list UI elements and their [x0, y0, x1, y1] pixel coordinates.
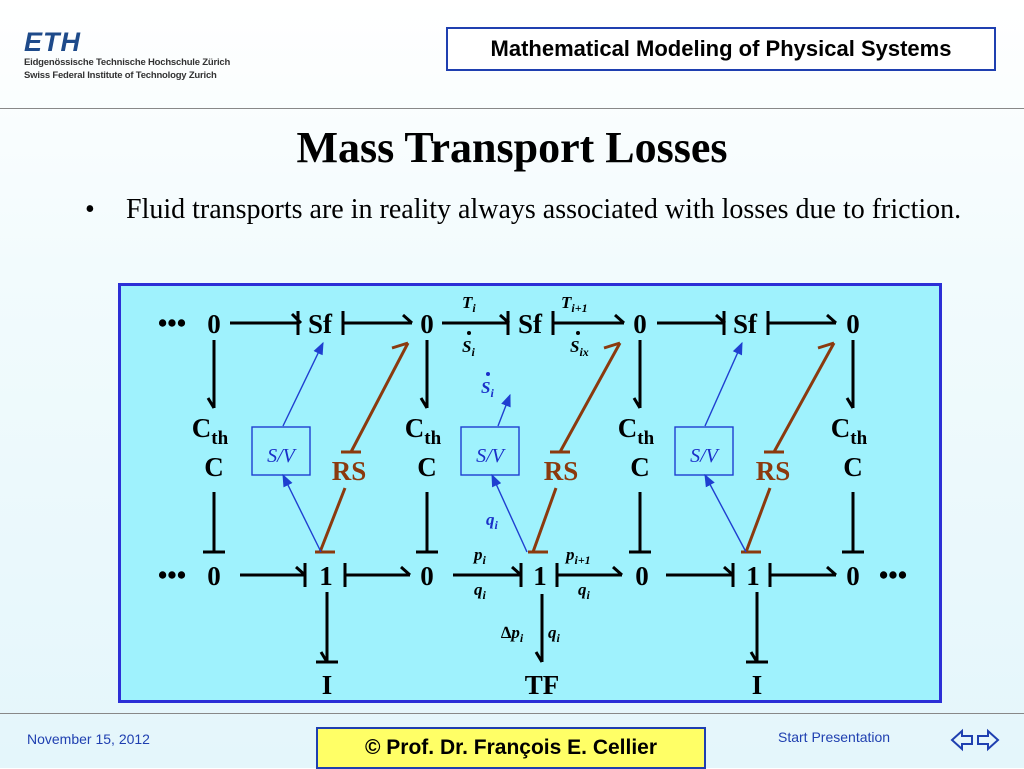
- bond-lines: [203, 311, 864, 662]
- zero-top-3: 0: [633, 309, 647, 339]
- bullet-text: Fluid transports are in reality always associated with losses due to friction.: [126, 194, 962, 225]
- c-3: C: [630, 452, 650, 482]
- c-1: C: [204, 452, 224, 482]
- cth-3: $C_{th}$: [617, 413, 655, 449]
- label-qi-2: $q_i$: [578, 580, 590, 602]
- label-qi-3: $q_i$: [548, 623, 560, 645]
- rs-2: RS: [543, 456, 579, 486]
- nav-arrows-icon[interactable]: [950, 727, 1000, 753]
- ellipsis-bottom-left: •••: [157, 560, 187, 590]
- sf-1: Sf: [307, 309, 333, 339]
- rs-3: RS: [755, 456, 791, 486]
- sv-label-3: S/V: [690, 445, 718, 467]
- sf-3: Sf: [732, 309, 758, 339]
- label-delta-pi: $\Delta p_i$: [501, 623, 524, 645]
- footer-divider: [0, 713, 1024, 714]
- zero-top-2: 0: [420, 309, 434, 339]
- one-bottom-2: 1: [533, 561, 547, 591]
- sv-label-2: S/V: [476, 445, 504, 467]
- label-pi: $p_i$: [474, 545, 486, 567]
- author-credit: © Prof. Dr. François E. Cellier: [316, 727, 706, 769]
- zero-bottom-3: 0: [635, 561, 649, 591]
- bullet-dot: •: [85, 194, 95, 225]
- label-Sdot-i: $S_i$: [462, 337, 475, 359]
- cth-4: $C_{th}$: [830, 413, 868, 449]
- c-4: C: [843, 452, 863, 482]
- zero-bottom-1: 0: [207, 561, 221, 591]
- cth-1: $C_{th}$: [191, 413, 229, 449]
- one-bottom-3: 1: [746, 561, 760, 591]
- sv-label-1: S/V: [267, 445, 295, 467]
- label-qi-1: $q_i$: [474, 580, 486, 602]
- rs-bonds: [315, 343, 834, 552]
- footer-date: November 15, 2012: [27, 731, 150, 747]
- zero-top-1: 0: [207, 309, 221, 339]
- ellipsis-top-left: •••: [157, 308, 187, 338]
- zero-bottom-4: 0: [846, 561, 860, 591]
- rs-1: RS: [331, 456, 367, 486]
- label-Ti1: $T_{i+1}$: [561, 293, 588, 315]
- zero-bottom-2: 0: [420, 561, 434, 591]
- slide-title: Mass Transport Losses: [296, 123, 728, 172]
- logo-line-2: Swiss Federal Institute of Technology Zurich: [24, 70, 217, 81]
- inertia-2: I: [751, 670, 763, 700]
- ellipsis-bottom-right: •••: [878, 560, 908, 590]
- course-title: Mathematical Modeling of Physical Systems: [446, 27, 996, 71]
- sf-2: Sf: [517, 309, 543, 339]
- logo-line-1: Eidgenössische Technische Hochschule Zürich: [24, 57, 231, 68]
- label-Sdot-i-blue: $S_i$: [481, 378, 494, 400]
- cth-2: $C_{th}$: [404, 413, 442, 449]
- transformer: TF: [524, 670, 560, 700]
- one-bottom-1: 1: [319, 561, 333, 591]
- label-Ti: $T_i$: [462, 293, 476, 315]
- label-qi-blue: $q_i$: [486, 510, 498, 532]
- c-2: C: [417, 452, 437, 482]
- logo-mark: ETH: [24, 27, 81, 57]
- start-presentation-link[interactable]: Start Presentation: [778, 729, 891, 745]
- zero-top-4: 0: [846, 309, 860, 339]
- inertia-1: I: [321, 670, 333, 700]
- label-pi1: $p_{i+1}$: [566, 545, 591, 567]
- label-Sdot-ix: $S_{ix}$: [570, 337, 589, 359]
